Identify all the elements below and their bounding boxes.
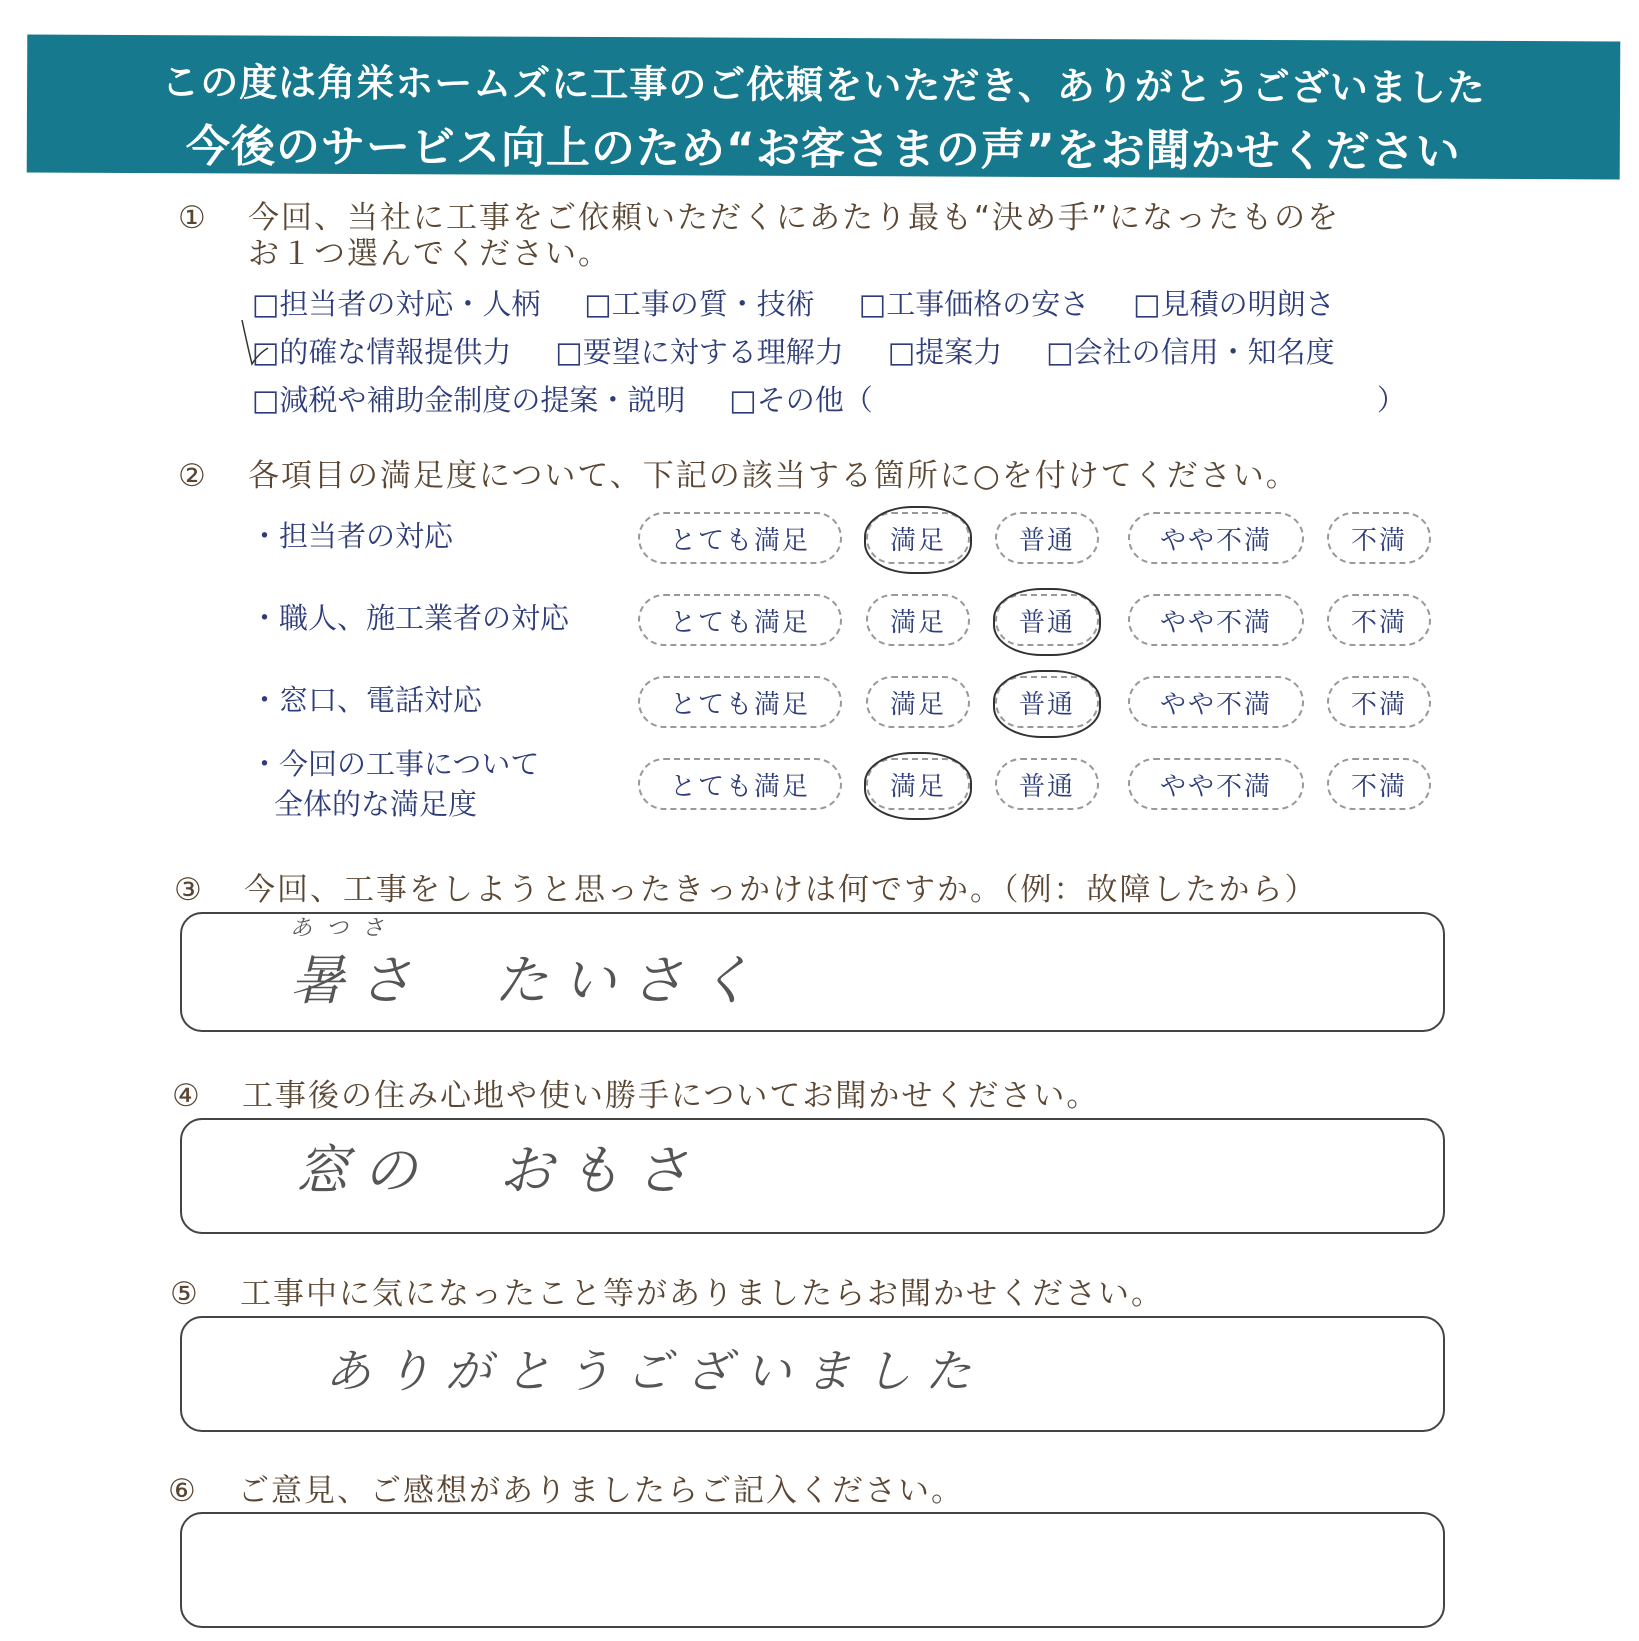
option-trust[interactable]: □会社の信用・知名度 xyxy=(1046,335,1335,369)
header-banner xyxy=(27,35,1621,180)
q3-title xyxy=(174,864,1318,909)
option-other[interactable]: □その他（ xyxy=(729,383,873,417)
rating-option[interactable]: 満足 xyxy=(866,512,970,564)
q4-text: 工事後の住み心地や使い勝手についてお聞かせください。 xyxy=(242,1078,1100,1114)
rating-row-label xyxy=(250,680,482,720)
rating-option[interactable]: やや不満 xyxy=(1128,676,1304,728)
q4-title xyxy=(172,1070,1099,1115)
rating-option[interactable]: やや不満 xyxy=(1128,594,1304,646)
header-line1: この度は角栄ホームズに工事のご依頼をいただき、ありがとうございました xyxy=(161,60,1486,110)
q5-title xyxy=(170,1268,1164,1313)
q2-title xyxy=(178,450,1299,495)
header-line2: 今後のサービス向上のため“お客さまの声”をお聞かせください xyxy=(185,121,1461,178)
q4-number: ④ xyxy=(172,1078,202,1114)
q6-answer-box[interactable] xyxy=(180,1512,1445,1628)
q5-number: ⑤ xyxy=(170,1276,200,1312)
rating-option[interactable]: 普通 xyxy=(995,594,1099,646)
option-price[interactable]: □工事価格の安さ xyxy=(858,287,1090,321)
q3-number: ③ xyxy=(174,872,204,908)
option-info[interactable]: □的確な情報提供力 xyxy=(252,335,512,369)
q5-answer: ありがとうございました xyxy=(325,1344,985,1398)
q1-options-row1 xyxy=(252,282,1379,323)
rating-option[interactable]: 普通 xyxy=(995,512,1099,564)
q6-number: ⑥ xyxy=(168,1473,198,1509)
option-proposal[interactable]: □提案力 xyxy=(887,335,1003,369)
rating-option[interactable]: とても満足 xyxy=(638,594,842,646)
rating-option[interactable]: 普通 xyxy=(995,758,1099,810)
q6-text: ご意見、ご感想がありましたらご記入ください。 xyxy=(238,1473,964,1509)
q1-number: ① xyxy=(178,200,208,236)
q4-answer: 窓の おもさ xyxy=(295,1139,703,1202)
rating-label-text: ・今回の工事について xyxy=(250,747,540,781)
rating-label-text2: 全体的な満足度 xyxy=(274,787,478,821)
rating-label-text: ・職人、施工業者の対応 xyxy=(250,601,570,635)
rating-option[interactable]: とても満足 xyxy=(638,758,842,810)
q6-title xyxy=(168,1465,964,1510)
checkmark-icon xyxy=(240,318,270,368)
rating-option[interactable]: 普通 xyxy=(995,676,1099,728)
q1-text2: お１つ選んでください。 xyxy=(248,236,611,272)
option-staff[interactable]: □担当者の対応・人柄 xyxy=(252,287,541,321)
option-estimate[interactable]: □見積の明朗さ xyxy=(1133,287,1335,321)
rating-option[interactable]: 満足 xyxy=(866,758,970,810)
rating-option[interactable]: 満足 xyxy=(866,594,970,646)
q2-text: 各項目の満足度について、下記の該当する箇所に○を付けてください。 xyxy=(248,458,1299,494)
option-quality[interactable]: □工事の質・技術 xyxy=(584,287,815,321)
q1-options-row3 xyxy=(252,378,1450,419)
q1-text1: 今回、当社に工事をご依頼いただくにあたり最も“決め手”になったものを xyxy=(248,200,1341,236)
rating-option[interactable]: とても満足 xyxy=(638,676,842,728)
rating-option[interactable]: やや不満 xyxy=(1128,512,1304,564)
rating-option[interactable]: とても満足 xyxy=(638,512,842,564)
q3-ruby: あつさ xyxy=(290,916,399,941)
option-understanding[interactable]: □要望に対する理解力 xyxy=(555,335,844,369)
rating-option[interactable]: 不満 xyxy=(1327,758,1431,810)
option-tax[interactable]: □減税や補助金制度の提案・説明 xyxy=(252,383,686,417)
rating-row-label xyxy=(250,598,569,638)
option-other-close: ） xyxy=(1376,383,1406,417)
rating-option[interactable]: 不満 xyxy=(1327,512,1431,564)
q3-answer: 暑さ たいさく xyxy=(290,949,766,1012)
q1-options-row2 xyxy=(252,330,1379,371)
rating-option[interactable]: やや不満 xyxy=(1128,758,1304,810)
q3-text: 今回、工事をしようと思ったきっかけは何ですか。（例：故障したから） xyxy=(244,872,1318,908)
rating-row-label xyxy=(250,744,539,824)
q5-text: 工事中に気になったこと等がありましたらお聞かせください。 xyxy=(240,1276,1164,1312)
rating-option[interactable]: 不満 xyxy=(1327,594,1431,646)
rating-option[interactable]: 不満 xyxy=(1327,676,1431,728)
rating-label-text: ・担当者の対応 xyxy=(250,519,454,553)
rating-option[interactable]: 満足 xyxy=(866,676,970,728)
rating-row-label xyxy=(250,516,453,556)
q2-number: ② xyxy=(178,458,208,494)
rating-label-text: ・窓口、電話対応 xyxy=(250,683,483,717)
